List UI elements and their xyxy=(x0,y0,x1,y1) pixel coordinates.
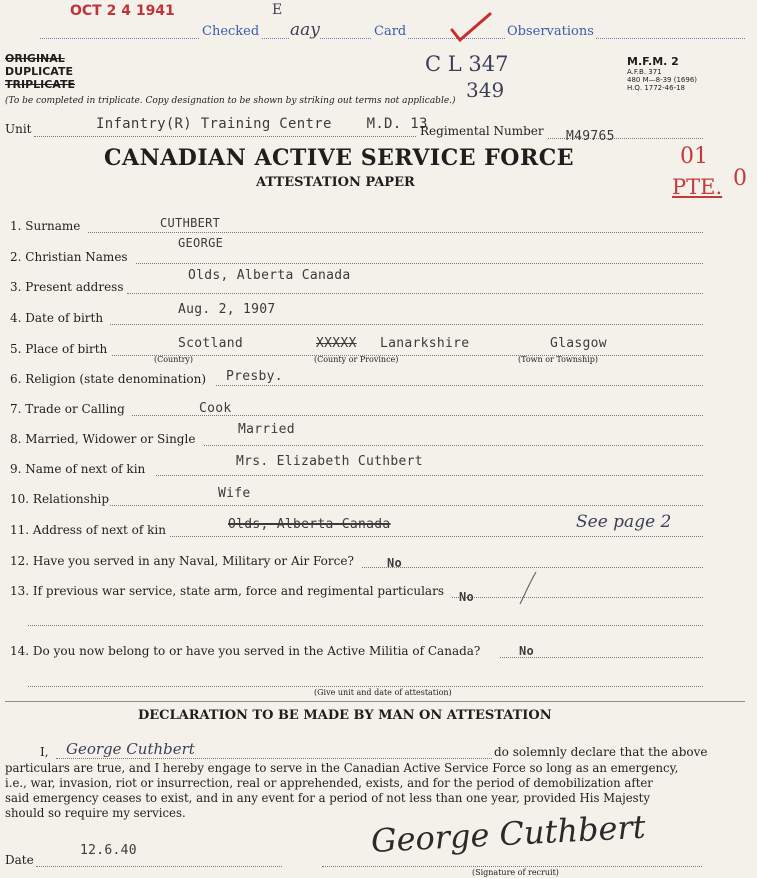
checked-mark: aay xyxy=(290,20,320,40)
see-page-2-note: See page 2 xyxy=(576,512,672,532)
field-line xyxy=(170,536,703,537)
field-line xyxy=(216,385,703,386)
field-4-label xyxy=(10,311,103,325)
field-number: 11. xyxy=(10,523,30,537)
county-caption: (County or Province) xyxy=(314,355,399,364)
declaration-line-5: should so require my services. xyxy=(5,806,186,820)
declaration-i: I, xyxy=(40,745,49,759)
unit-value: Infantry(R) Training Centre M.D. 13 xyxy=(96,116,428,132)
field-line xyxy=(88,232,703,233)
field-number: 14. xyxy=(10,644,30,658)
date-dotted-line xyxy=(36,866,282,867)
country-caption: (Country) xyxy=(154,355,194,364)
copy-duplicate: DUPLICATE xyxy=(5,65,73,78)
form-subtitle: ATTESTATION PAPER xyxy=(256,175,415,190)
field-11-label xyxy=(10,523,166,537)
field-label: Christian Names xyxy=(25,250,128,264)
field-3-label xyxy=(10,280,124,294)
unit-dotted-line xyxy=(34,136,416,137)
field-2-label xyxy=(10,250,128,264)
trade-value: Cook xyxy=(199,401,232,416)
religion-value: Presby. xyxy=(226,369,283,384)
declaration-divider xyxy=(5,701,745,702)
checked-initial: E xyxy=(272,2,283,18)
field-label: Have you served in any Naval, Military or Air Force? xyxy=(32,554,354,568)
field-7-label xyxy=(10,402,125,416)
field-1-label xyxy=(10,219,80,233)
recruit-signature: George Cuthbert xyxy=(370,807,647,860)
date-of-birth-value: Aug. 2, 1907 xyxy=(178,302,276,317)
war-service-value: No xyxy=(459,590,475,604)
next-of-kin-value: Mrs. Elizabeth Cuthbert xyxy=(236,454,423,469)
marital-status-value: Married xyxy=(238,422,295,437)
field-9-label xyxy=(10,462,145,476)
field-number: 9. xyxy=(10,462,22,476)
field-label: Trade or Calling xyxy=(25,402,125,416)
red-note-zero: 0 xyxy=(733,166,747,191)
form-code-line: H.Q. 1772-46-18 xyxy=(627,84,686,92)
field-label: Surname xyxy=(25,219,81,233)
declaration-line-2: particulars are true, and I hereby engage to serve in the Canadian Active Service Force so long as an emergency, xyxy=(5,761,679,775)
regimental-number-label: Regimental Number xyxy=(420,124,544,138)
christian-names-value: GEORGE xyxy=(178,236,224,250)
observations-label: Observations xyxy=(507,24,594,39)
declaration-heading: DECLARATION TO BE MADE BY MAN ON ATTESTATION xyxy=(138,708,552,723)
declaration-line-3: i.e., war, invasion, riot or insurrection, real or apprehended, exists, and for the period of demobilization after xyxy=(5,776,653,790)
form-title: CANADIAN ACTIVE SERVICE FORCE xyxy=(104,145,575,171)
form-code-line: A.F.B. 371 xyxy=(627,68,662,76)
field-number: 10. xyxy=(10,492,30,506)
field-line xyxy=(204,445,703,446)
surname-value: CUTHBERT xyxy=(160,216,221,230)
date-value: 12.6.40 xyxy=(80,843,137,858)
red-note-rank: PTE. xyxy=(672,175,723,199)
field-label: If previous war service, state arm, force and regimental particulars xyxy=(32,584,444,598)
field-label: Name of next of kin xyxy=(25,462,146,476)
form-code-line: 480 M—8-39 (1696) xyxy=(627,76,698,84)
field-label: Present address xyxy=(25,280,124,294)
field-8-label xyxy=(10,432,195,446)
copy-designation xyxy=(5,52,75,91)
declarant-name: George Cuthbert xyxy=(66,740,195,758)
red-check-mark-icon xyxy=(448,10,494,44)
field-line xyxy=(136,263,703,264)
form-code xyxy=(627,55,697,92)
field-6-label xyxy=(10,372,206,386)
field-label: Relationship xyxy=(32,492,110,506)
field-label: Married, Widower or Single xyxy=(25,432,196,446)
field-line xyxy=(452,597,703,598)
birth-county-value: Lanarkshire xyxy=(380,336,470,351)
field-line xyxy=(28,686,703,687)
field-label: Address of next of kin xyxy=(32,523,166,537)
field-label: Do you now belong to or have you served in the Active Militia of Canada? xyxy=(32,644,481,658)
field-10-label xyxy=(10,492,109,506)
birth-town-value: Glasgow xyxy=(550,336,607,351)
checked-label: Checked xyxy=(202,24,260,39)
field-number: 2. xyxy=(10,250,22,264)
instruction-text: (To be completed in triplicate. Copy designation to be shown by striking out terms not applicable.) xyxy=(5,96,456,106)
field-number: 1. xyxy=(10,219,22,233)
field-line xyxy=(127,293,703,294)
field-line xyxy=(362,567,703,568)
field-13-label xyxy=(10,584,444,598)
next-of-kin-address-struck: Olds, Alberta Canada xyxy=(228,517,391,532)
field-line xyxy=(156,475,703,476)
field-12-label xyxy=(10,554,354,568)
pencil-tick-icon xyxy=(516,570,542,606)
birth-county-struck-value: XXXXX xyxy=(316,336,357,351)
field-14-label xyxy=(10,644,480,658)
received-date-stamp: OCT 2 4 1941 xyxy=(70,3,175,19)
relationship-value: Wife xyxy=(218,486,251,501)
field-label: Place of birth xyxy=(25,342,108,356)
declaration-line-4: said emergency ceases to exist, and in any event for a period of not less than one year, provided His Majesty xyxy=(5,791,650,805)
unit-label: Unit xyxy=(5,122,32,136)
handwritten-code-2: 349 xyxy=(466,78,505,102)
handwritten-code-1: C L 347 xyxy=(425,52,509,76)
field-number: 5. xyxy=(10,342,22,356)
field-label: Date of birth xyxy=(25,311,104,325)
field-number: 4. xyxy=(10,311,22,325)
militia-caption: (Give unit and date of attestation) xyxy=(314,688,452,697)
town-caption: (Town or Township) xyxy=(518,355,598,364)
regimental-number-value: M49765 xyxy=(566,129,615,144)
red-note-01: 01 xyxy=(680,144,708,169)
field-number: 6. xyxy=(10,372,22,386)
signature-dotted-line xyxy=(322,866,702,867)
date-label: Date xyxy=(5,853,34,867)
field-line xyxy=(110,505,703,506)
field-line xyxy=(112,355,703,356)
militia-value: No xyxy=(519,644,535,658)
field-5-label xyxy=(10,342,107,356)
signature-caption: (Signature of recruit) xyxy=(472,868,559,877)
field-number: 3. xyxy=(10,280,22,294)
field-number: 13. xyxy=(10,584,30,598)
declarant-dotted-line xyxy=(56,758,492,759)
field-line xyxy=(110,324,703,325)
card-label: Card xyxy=(374,24,407,39)
copy-triplicate: TRIPLICATE xyxy=(5,78,75,91)
field-line xyxy=(28,625,703,626)
copy-original: ORIGINAL xyxy=(5,52,65,65)
field-number: 12. xyxy=(10,554,30,568)
field-number: 7. xyxy=(10,402,22,416)
birth-country-value: Scotland xyxy=(178,336,244,351)
form-code-title: M.F.M. 2 xyxy=(627,55,679,68)
field-label: Religion (state denomination) xyxy=(25,372,207,386)
present-address-value: Olds, Alberta Canada xyxy=(188,268,351,283)
field-number: 8. xyxy=(10,432,22,446)
declaration-line-1: do solemnly declare that the above xyxy=(494,745,708,759)
prior-service-value: No xyxy=(387,556,403,570)
